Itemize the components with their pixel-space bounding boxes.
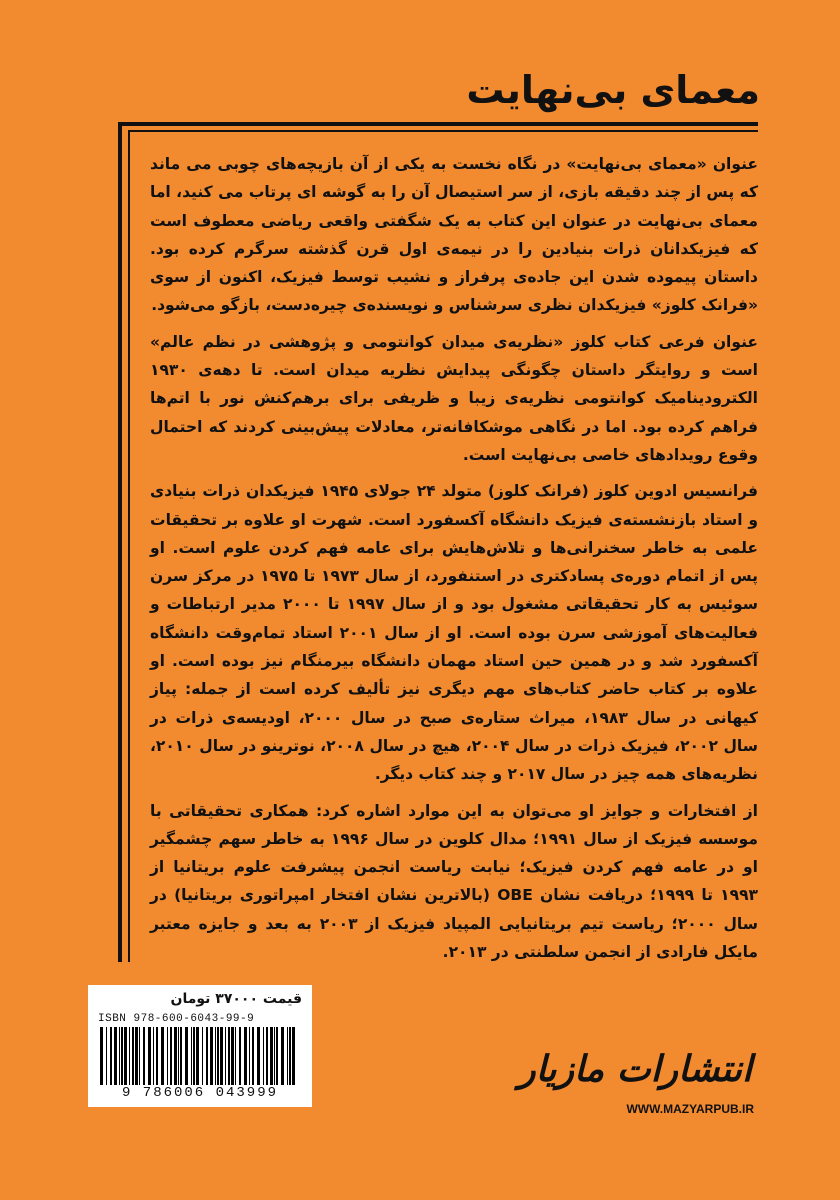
barcode-bar [292, 1027, 295, 1085]
barcode-bar [153, 1027, 154, 1085]
barcode-bar [239, 1027, 241, 1085]
barcode-image [98, 1027, 302, 1085]
barcode-bar [119, 1027, 120, 1085]
price-label: قیمت ۳۷۰۰۰ تومان [170, 991, 302, 1007]
barcode-bar [235, 1027, 236, 1085]
barcode-bar [161, 1027, 164, 1085]
paragraph-intro: عنوان «معمای بی‌نهایت» در نگاه نخست به یکی از آن بازیچه‌های چوبی می ماند که پس از چند دقیقه بازی، از سر استیصال آن را به گوشه ای پرتاب می کنید، اما معمای بی‌نهایت در عنوان این کتاب به یک شگفتی واقعی ریاضی معطوف است که فیزیکدانان ذرات بنیادین را در نیمه‌ی اول قرن گذشته سرگرم کرده بود. داستان پیموده شدن این جاده‌ی پرفراز و نشیب توسط فیزیک، اکنون از سوی «فرانک کلوز» فیزیکدان نظری سرشناس و نویسنده‌ی چیره‌دست، بازگو می‌شود. [150, 155, 758, 315]
barcode-bar [110, 1027, 112, 1085]
paragraph-awards: از افتخارات و جوایز او می‌توان به این موارد اشاره کرد: همکاری تحقیقاتی با موسسه فیزیک از سال ۱۹۹۱؛ مدال کلوین در سال ۱۹۹۶ به خاطر سهم چشمگیر او در عامه فهم کردن فیزیک؛ نیابت ریاست انجمن پیشرفت علوم بریتانیا از ۱۹۹۳ تا ۱۹۹۹؛ دریافت نشان OBE (بالاترین نشان افتخار امپراتوری بریتانیا) در سال ۲۰۰۰؛ ریاست تیم بریتانیایی المپیاد فیزیک از ۲۰۰۳ به بعد و جایزه معتبر مایکل فارادی از انجمن سلطنتی در ۲۰۱۳. [150, 801, 759, 962]
barcode-bar [156, 1027, 158, 1085]
barcode-bar [124, 1027, 127, 1085]
frame-border-left-inner [128, 130, 130, 962]
barcode-bar [185, 1027, 188, 1085]
barcode-bar [215, 1027, 216, 1085]
barcode-bar [270, 1027, 273, 1085]
isbn-text: ISBN 978-600-6043-99-9 [98, 1013, 255, 1025]
barcode-bar [193, 1027, 195, 1085]
barcode-bar [114, 1027, 117, 1085]
publisher-logo: انتشارات مازیار [518, 1048, 752, 1090]
barcode-bar [143, 1027, 145, 1085]
barcode-bar [206, 1027, 208, 1085]
barcode-bar [263, 1027, 264, 1085]
barcode-bar [178, 1027, 179, 1085]
barcode-bar [281, 1027, 284, 1085]
frame-border-top-inner [128, 130, 758, 132]
barcode-digits: 9 786006 043999 [121, 1085, 279, 1101]
barcode-bar [228, 1027, 230, 1085]
publisher-website: WWW.MAZYARPUB.IR [626, 1102, 754, 1116]
barcode-bar [196, 1027, 199, 1085]
barcode-bar [106, 1027, 107, 1085]
frame-border-top [118, 122, 758, 126]
barcode-bar [220, 1027, 223, 1085]
barcode-bar [202, 1027, 203, 1085]
barcode-bar [287, 1027, 288, 1085]
barcode-bar [289, 1027, 291, 1085]
barcode-bar [231, 1027, 234, 1085]
barcode-bar [276, 1027, 278, 1085]
page-title: معمای بی‌نهایت [466, 68, 760, 112]
barcode-bar [210, 1027, 213, 1085]
barcode-bar [252, 1027, 254, 1085]
frame-border-left [118, 122, 122, 962]
barcode-bar [132, 1027, 134, 1085]
paragraph-subtitle: عنوان فرعی کتاب کلوز «نظریه‌ی میدان کوانتومی و پژوهشی در نظم عالم» است و روایتگر داستان چگونگی پیدایش نظریه میدان است. تا دهه‌ی ۱۹۳۰ الکترودینامیک کوانتومی نظریه‌ی زیبا و ظریفی برای برهم‌کنش نور با اتم‌ها فراهم کرده بود. اما در نگاهی موشکافانه‌تر، معادلات پیش‌بینی کردند که احتمال وقوع رویدادهای خاصی بی‌نهایت است. [150, 332, 758, 464]
back-cover-text [150, 150, 758, 974]
barcode-bar [180, 1027, 182, 1085]
barcode-bar [135, 1027, 138, 1085]
barcode-bar [249, 1027, 250, 1085]
barcode-bar [274, 1027, 275, 1085]
barcode-bar [244, 1027, 247, 1085]
barcode-bar [129, 1027, 130, 1085]
barcode-bar [100, 1027, 103, 1085]
barcode-bar [167, 1027, 168, 1085]
paragraph-author-bio: فرانسیس ادوین کلوز (فرانک کلوز) متولد ۲۴ جولای ۱۹۴۵ فیزیکدان ذرات بنیادی و استاد بازنشسته‌ی فیزیک دانشگاه آکسفورد است. شهرت او علاوه بر تحقیقات علمی به خاطر سخنرانی‌ها و تلاش‌هایش برای عامه فهم کردن علوم است. او پس از اتمام دوره‌ی پسادکتری در استنفورد، از سال ۱۹۷۳ تا ۱۹۷۵ در مرکز سرن سوئیس به کار تحقیقاتی مشغول بود و از سال ۱۹۹۷ تا ۲۰۰۰ مدیر ارتباطات و فعالیت‌های آموزشی سرن بوده است. او از سال ۲۰۰۱ استاد تمام‌وقت دانشگاه آکسفورد شد و در همین حین استاد مهمان دانشگاه بیرمنگام نیز بوده است. او علاوه بر کتاب حاضر کتاب‌های مهم دیگری نیز تألیف کرده است از جمله: پیاز کیهانی در سال ۱۹۸۳، میراث ستاره‌ی صبح در سال ۲۰۰۰، اودیسه‌ی ذرات در سال ۲۰۰۲، فیزیک ذرات در سال ۲۰۰۴، هیچ در سال ۲۰۰۸، نوترینو در سال ۲۰۱۰، نظریه‌های همه چیز در سال ۲۰۱۷ و چند کتاب دیگر. [150, 482, 759, 784]
price-barcode-box [88, 985, 312, 1107]
barcode-bar [121, 1027, 123, 1085]
barcode-bar [148, 1027, 151, 1085]
barcode-bar [266, 1027, 268, 1085]
barcode-bar [174, 1027, 177, 1085]
barcode-bar [191, 1027, 192, 1085]
barcode-bar [257, 1027, 260, 1085]
barcode-bar [225, 1027, 226, 1085]
barcode-bar [170, 1027, 172, 1085]
barcode-bar [139, 1027, 140, 1085]
barcode-bar [217, 1027, 219, 1085]
